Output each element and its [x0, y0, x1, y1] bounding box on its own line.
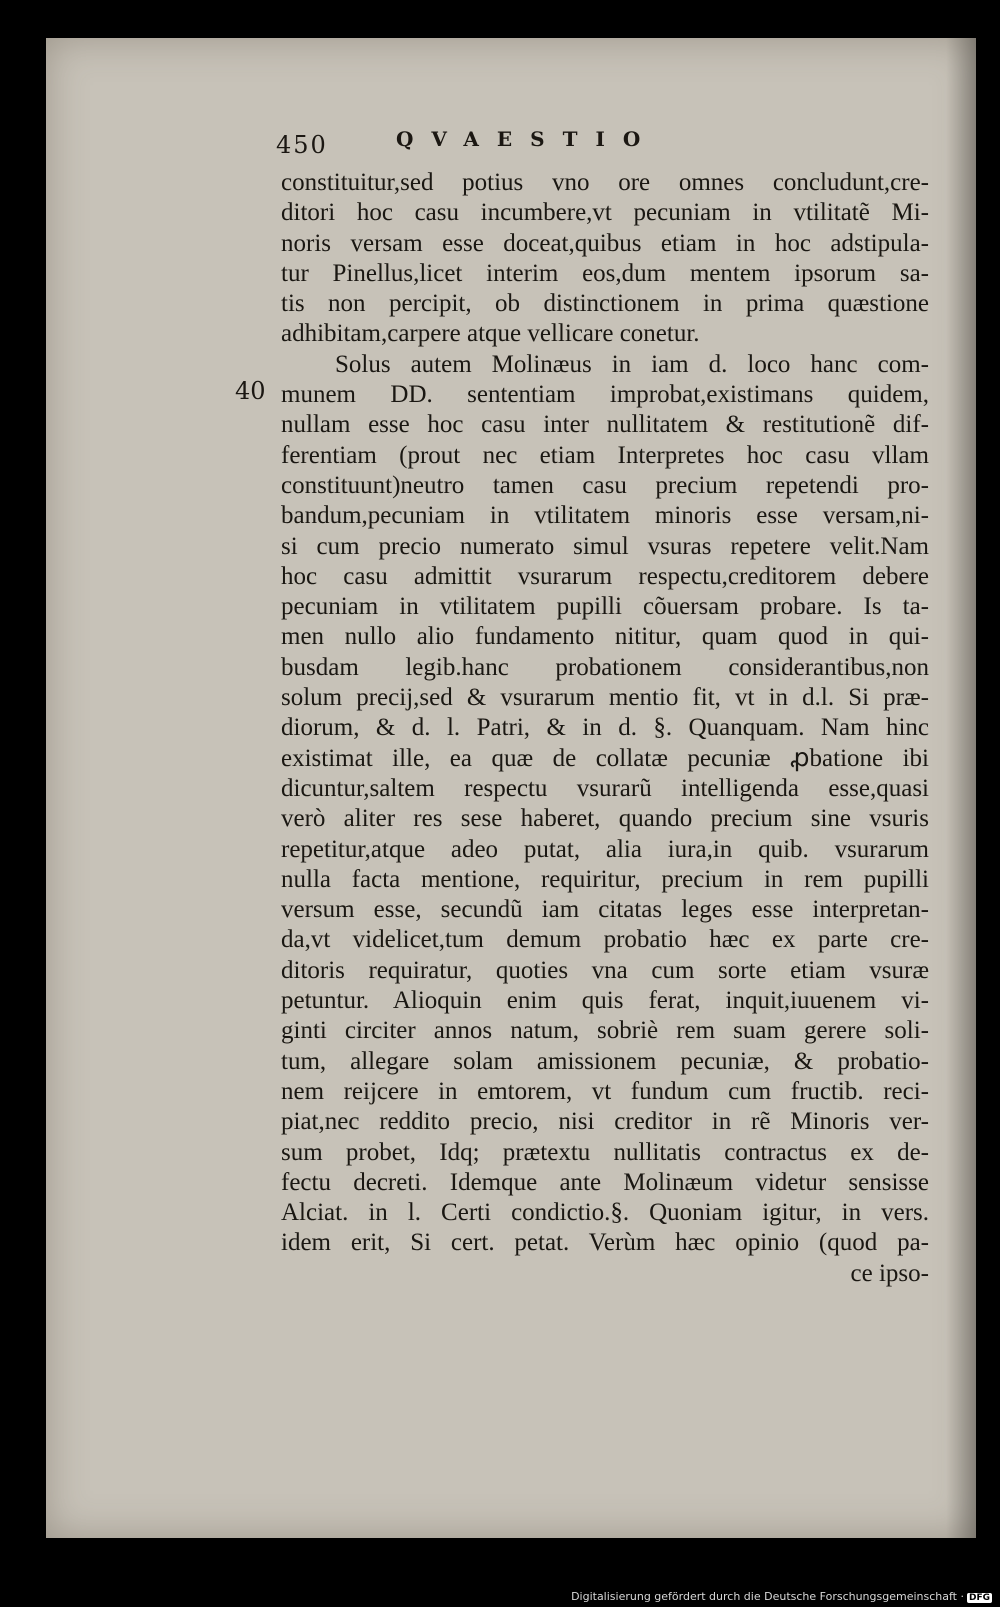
- text-line: men nullo alio fundamento nititur, quam quod in qui-: [281, 623, 929, 651]
- text-line: solum precij,sed & vsurarum mentio fit, vt in d.l. Si præ-: [281, 684, 929, 712]
- text-line: hoc casu admittit vsurarum respectu,creditorem debere: [281, 562, 929, 590]
- text-line: munem DD. sententiam improbat,existimans quidem,: [281, 381, 929, 409]
- catchword-line: ce ipso-: [850, 1259, 929, 1287]
- credit-text: Digitalisierung gefördert durch die Deutsche Forschungsgemeinschaft ·: [571, 1590, 964, 1603]
- text-line: idem erit, Si cert. petat. Verùm hæc opinio (quod pa-: [281, 1229, 929, 1257]
- text-line: constituunt)neutro tamen casu precium repetendi pro-: [281, 471, 929, 499]
- text-line: ditori hoc casu incumbere,vt pecuniam in vtilitatẽ Mi-: [281, 199, 929, 227]
- text-line: tum, allegare solam amissionem pecuniæ, & probatio-: [281, 1047, 929, 1075]
- text-line: busdam legib.hanc probationem considerantibus,non: [281, 653, 929, 681]
- text-line: verò aliter res sese haberet, quando precium sine vsuris: [281, 805, 929, 833]
- text-line: existimat ille, ea quæ de collatæ pecuniæ ꝓbatione ibi: [281, 744, 929, 772]
- dfg-logo-icon: DFG: [968, 1593, 990, 1603]
- text-line: ginti circiter annos natum, sobriè rem suam gerere soli-: [281, 1017, 929, 1045]
- page-number: 450: [276, 131, 328, 159]
- text-line: si cum precio numerato simul vsuras repetere velit.Nam: [281, 532, 929, 560]
- text-line: nullam esse hoc casu inter nullitatem & restitutionẽ dif-: [281, 411, 929, 439]
- text-line: adhibitam,carpere atque vellicare conetur.: [281, 320, 700, 348]
- text-line: nulla facta mentione, requiritur, precium in rem pupilli: [281, 865, 929, 893]
- digitization-credit: [571, 1590, 992, 1603]
- running-title: QVAESTIO: [396, 127, 659, 151]
- text-line: fectu decreti. Idemque ante Molinæum videtur sensisse: [281, 1168, 929, 1196]
- page-header: [276, 127, 836, 161]
- text-line: ferentiam (prout nec etiam Interpretes hoc casu vllam: [281, 441, 929, 469]
- text-line: tur Pinellus,licet interim eos,dum mentem ipsorum sa-: [281, 259, 929, 287]
- body-text: [281, 168, 929, 1289]
- text-line: da,vt videlicet,tum demum probatio hæc ex parte cre-: [281, 926, 929, 954]
- page-edge-shadow: [946, 38, 976, 1538]
- text-line: diorum, & d. l. Patri, & in d. §. Quanquam. Nam hinc: [281, 714, 929, 742]
- text-line: pecuniam in vtilitatem pupilli cõuersam probare. Is ta-: [281, 593, 929, 621]
- text-line: nem reijcere in emtorem, vt fundum cum fructib. reci-: [281, 1077, 929, 1105]
- text-line: versum esse, secundũ iam citatas leges esse interpretan-: [281, 896, 929, 924]
- text-line: Solus autem Molinæus in iam d. loco hanc com-: [335, 350, 929, 378]
- margin-line-number: 40: [235, 377, 266, 405]
- text-line: repetitur,atque adeo putat, alia iura,in quib. vsurarum: [281, 835, 929, 863]
- text-line: tis non percipit, ob distinctionem in prima quæstione: [281, 290, 929, 318]
- text-line: constituitur,sed potius vno ore omnes concludunt,cre-: [281, 169, 929, 196]
- text-line: sum probet, Idq; prætextu nullitatis contractus ex de-: [281, 1138, 929, 1166]
- text-line: petuntur. Alioquin enim quis ferat, inquit,iuuenem vi-: [281, 987, 929, 1015]
- text-line: bandum,pecuniam in vtilitatem minoris esse versam,ni-: [281, 502, 929, 530]
- text-line: noris versam esse doceat,quibus etiam in hoc adstipula-: [281, 229, 929, 257]
- text-line: dicuntur,saltem respectu vsurarũ intelligenda esse,quasi: [281, 774, 929, 802]
- text-line: ditoris requiratur, quoties vna cum sorte etiam vsuræ: [281, 956, 929, 984]
- text-line: piat,nec reddito precio, nisi creditor in rẽ Minoris ver-: [281, 1108, 929, 1136]
- text-line: Alciat. in l. Certi condictio.§. Quoniam igitur, in vers.: [281, 1199, 929, 1227]
